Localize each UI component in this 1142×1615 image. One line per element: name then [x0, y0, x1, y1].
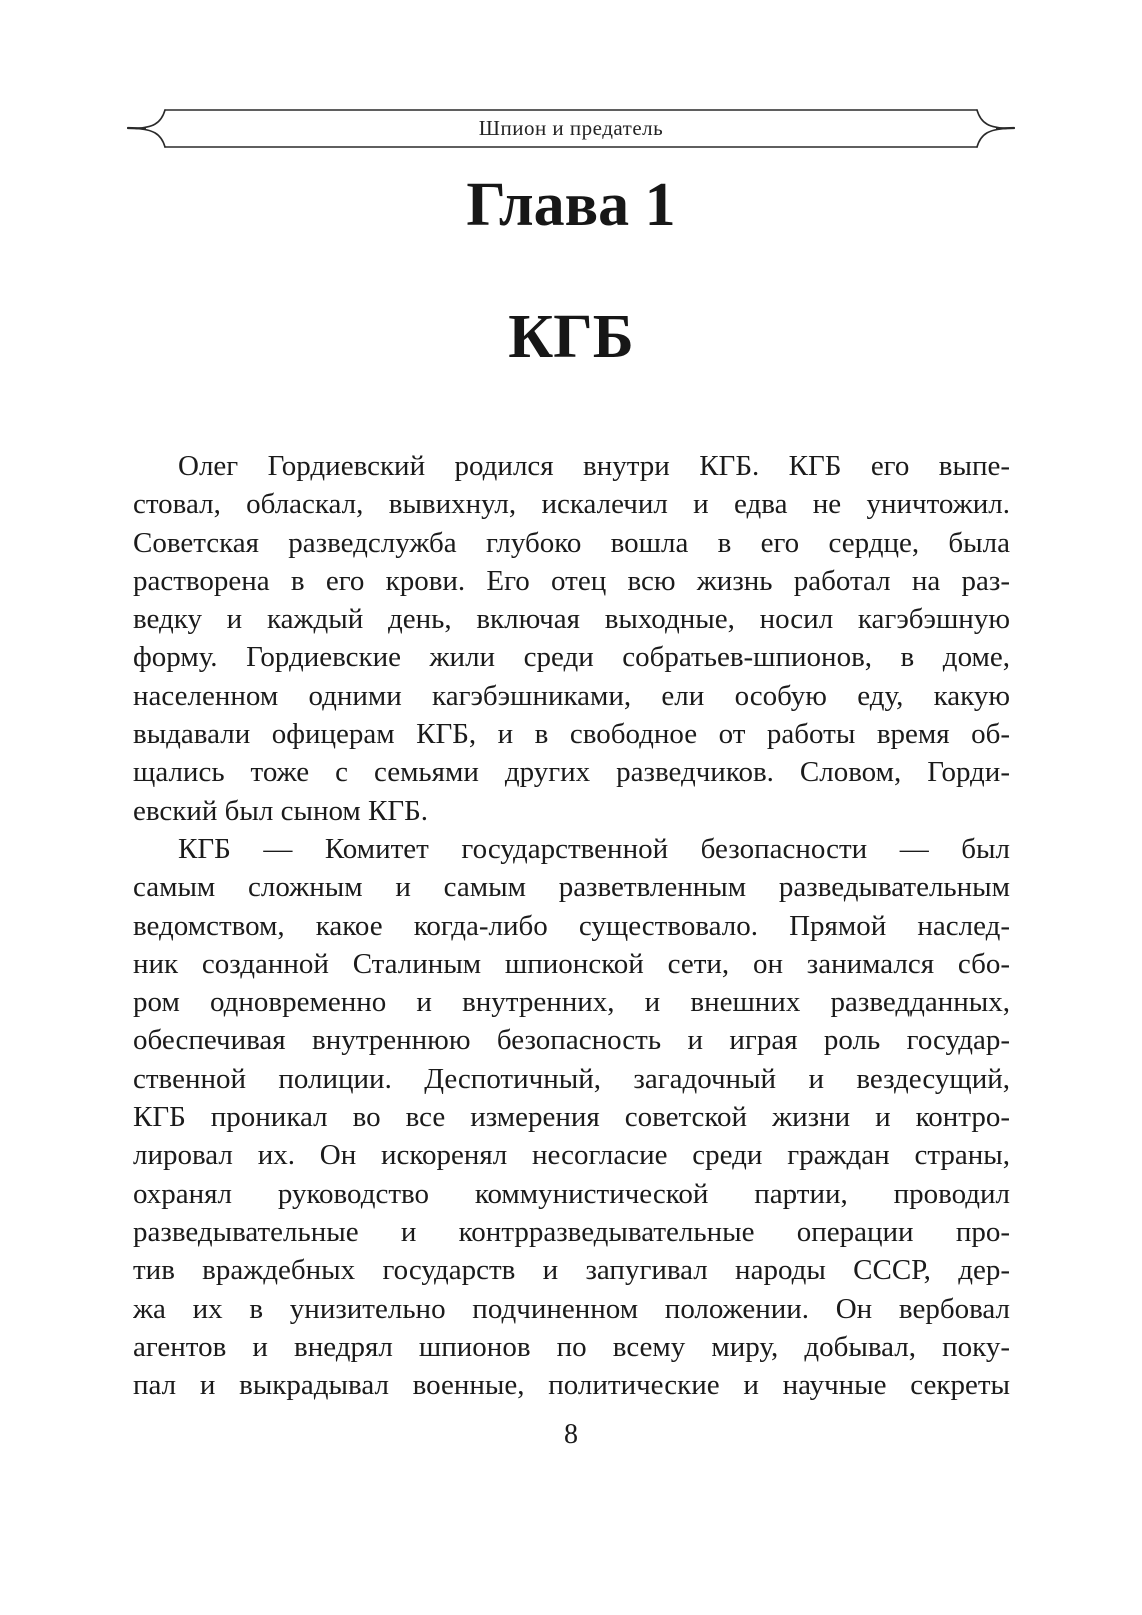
text-line: ром одновременно и внутренних, и внешних разведданных, — [133, 986, 1010, 1019]
text-line: КГБ проникал во все измерения советской жизни и контро- — [133, 1101, 1010, 1134]
text-line: пал и выкрадывал военные, политические и научные секреты — [133, 1369, 1010, 1402]
chapter-number-heading: Глава 1 — [466, 171, 676, 239]
text-line: евский был сыном КГБ. — [133, 794, 429, 827]
text-line: тив враждебных государств и запугивал народы СССР, дер- — [133, 1254, 1010, 1287]
text-line: щались тоже с семьями других разведчиков. Словом, Горди- — [133, 756, 1010, 789]
chapter-title-heading: КГБ — [508, 303, 634, 371]
text-line: лировал их. Он искоренял несогласие среди граждан страны, — [133, 1139, 1010, 1172]
text-line: КГБ — Комитет государственной безопасности — был — [178, 832, 1010, 865]
text-line: ведку и каждый день, включая выходные, носил кагэбэшную — [133, 603, 1010, 636]
text-line: ник созданной Сталиным шпионской сети, он занимался сбо- — [133, 947, 1010, 980]
text-line: Олег Гордиевский родился внутри КГБ. КГБ его выпе- — [178, 450, 1010, 482]
text-line: растворена в его крови. Его отец всю жизнь работал на раз- — [133, 564, 1010, 597]
text-line: обеспечивая внутреннюю безопасность и играя роль государ- — [133, 1024, 1010, 1057]
text-line: жа их в унизительно подчиненном положении. Он вербовал — [133, 1292, 1010, 1325]
running-title: Шпион и предатель — [478, 116, 664, 140]
page-number: 8 — [564, 1419, 578, 1450]
text-line: выдавали офицерам КГБ, и в свободное от работы время об- — [133, 718, 1010, 751]
running-header — [127, 98, 1015, 158]
text-line: стовал, обласкал, вывихнул, искалечил и едва не уничтожил. — [133, 488, 1010, 521]
text-line: ственной полиции. Деспотичный, загадочный и вездесущий, — [133, 1062, 1010, 1095]
text-line: самым сложным и самым разветвленным разведывательным — [133, 871, 1010, 904]
text-line: Советская разведслужба глубоко вошла в его сердце, была — [133, 526, 1010, 559]
text-line: агентов и внедрял шпионов по всему миру, добывал, поку- — [133, 1330, 1010, 1363]
text-line: населенном одними кагэбэшниками, ели особую еду, какую — [133, 679, 1010, 712]
text-line: охранял руководство коммунистической партии, проводил — [133, 1177, 1010, 1210]
text-line: ведомством, какое когда-либо существовало. Прямой наслед- — [133, 909, 1010, 942]
body-text — [133, 447, 1010, 1404]
text-line: форму. Гордиевские жили среди собратьев-шпионов, в доме, — [133, 641, 1010, 674]
text-line: разведывательные и контрразведывательные операции про- — [133, 1215, 1010, 1248]
